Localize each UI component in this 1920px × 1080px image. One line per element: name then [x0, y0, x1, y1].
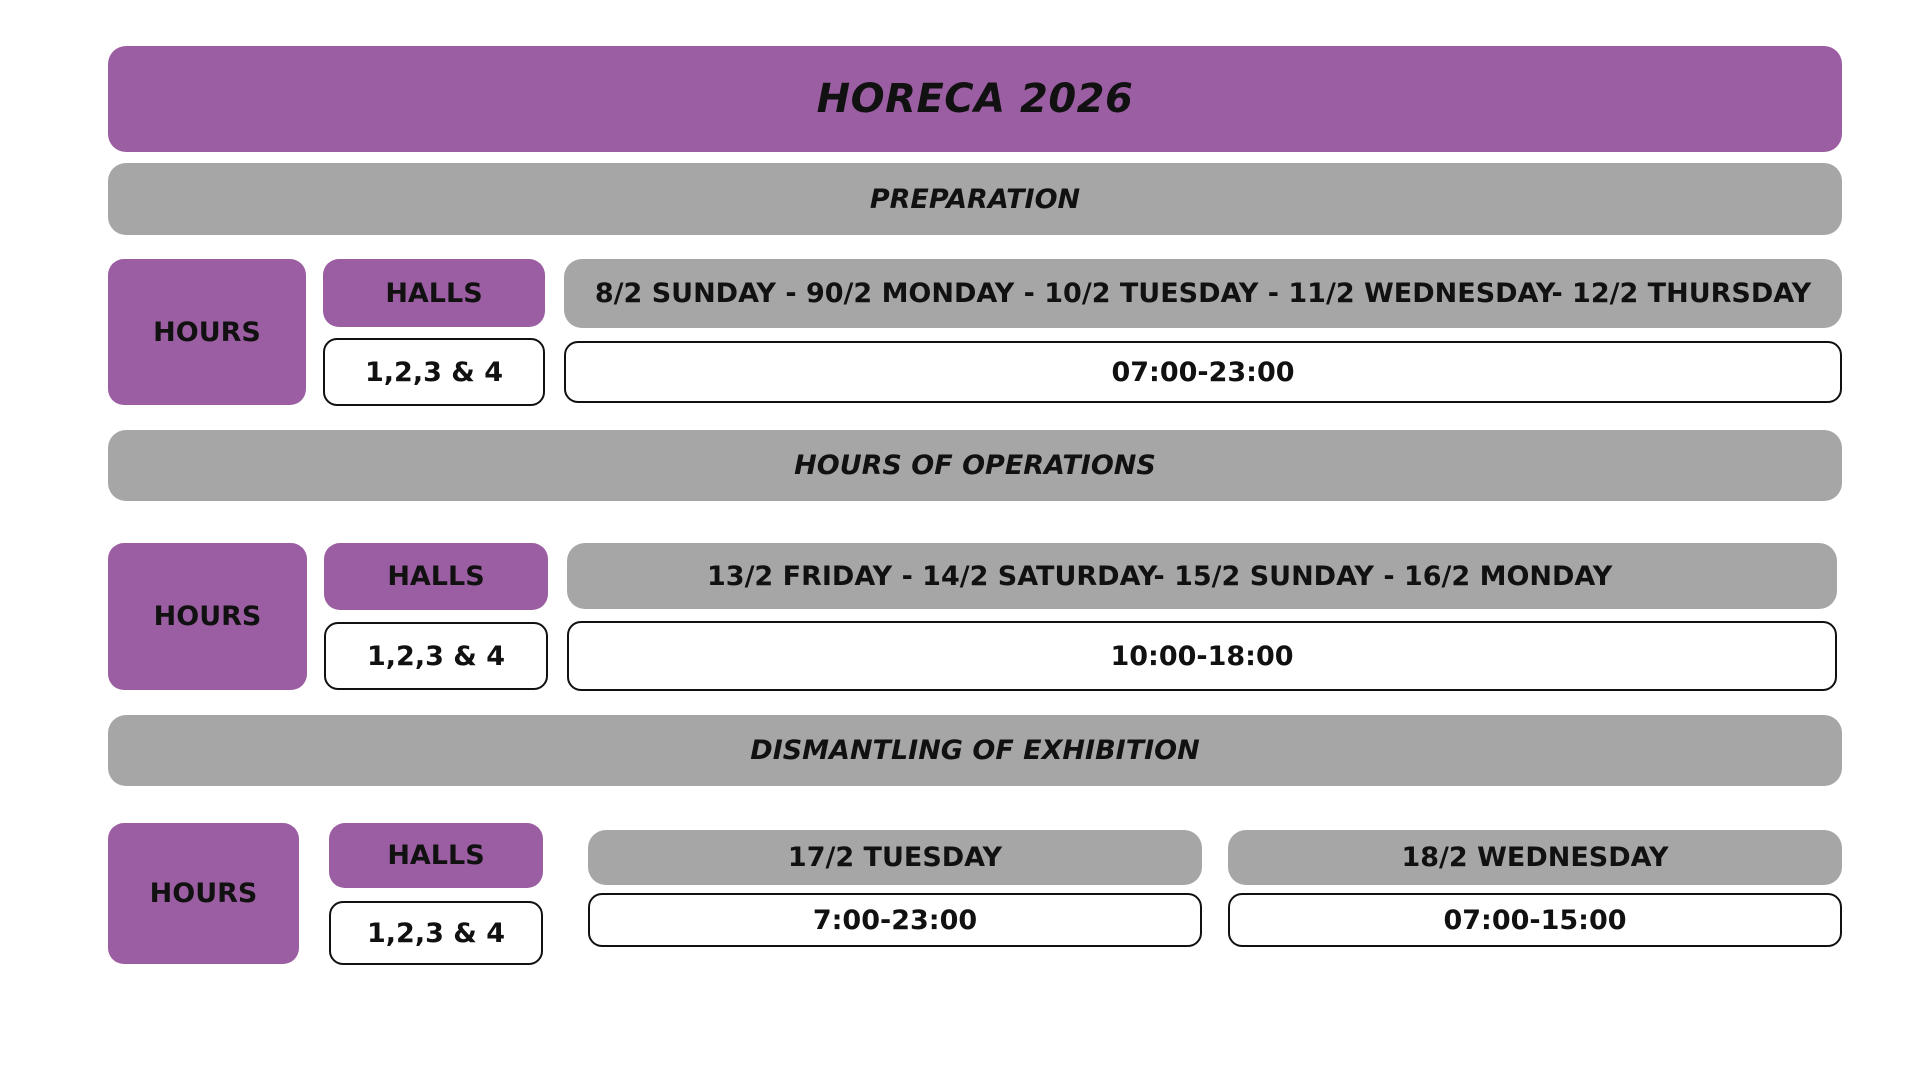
- time-value: 10:00-18:00: [567, 621, 1837, 691]
- halls-label: HALLS: [323, 259, 545, 327]
- hours-label: HOURS: [108, 543, 307, 690]
- section-heading-operations: HOURS OF OPERATIONS: [108, 430, 1842, 501]
- halls-label: HALLS: [329, 823, 543, 888]
- halls-value: 1,2,3 & 4: [324, 622, 548, 690]
- day-band-wednesday: 18/2 WEDNESDAY: [1228, 830, 1842, 885]
- time-value: 07:00-23:00: [564, 341, 1842, 403]
- time-value-wednesday: 07:00-15:00: [1228, 893, 1842, 947]
- halls-label: HALLS: [324, 543, 548, 610]
- halls-value: 1,2,3 & 4: [323, 338, 545, 406]
- hours-label: HOURS: [108, 259, 306, 405]
- halls-value: 1,2,3 & 4: [329, 901, 543, 965]
- days-band: 8/2 SUNDAY - 90/2 MONDAY - 10/2 TUESDAY - 11/2 WEDNESDAY- 12/2 THURSDAY: [564, 259, 1842, 328]
- page-title: HORECA 2026: [108, 46, 1842, 152]
- time-value-tuesday: 7:00-23:00: [588, 893, 1202, 947]
- section-heading-dismantling: DISMANTLING OF EXHIBITION: [108, 715, 1842, 786]
- hours-label: HOURS: [108, 823, 299, 964]
- section-heading-preparation: PREPARATION: [108, 163, 1842, 235]
- day-band-tuesday: 17/2 TUESDAY: [588, 830, 1202, 885]
- days-band: 13/2 FRIDAY - 14/2 SATURDAY- 15/2 SUNDAY - 16/2 MONDAY: [567, 543, 1837, 609]
